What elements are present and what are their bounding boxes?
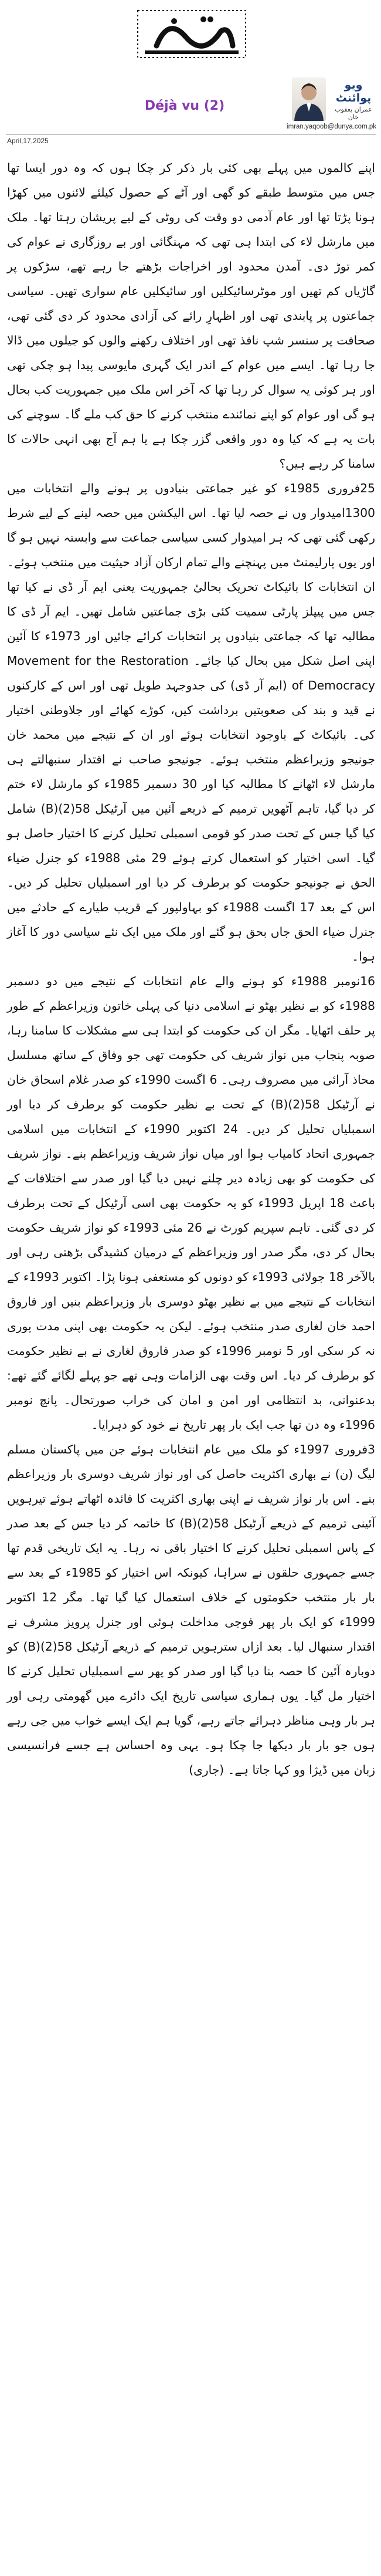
article-paragraph: 3فروری 1997ء کو ملک میں عام انتخابات ہوئے جن میں پاکستان مسلم لیگ (ن) نے بھاری اکثریت حاصل کی اور نواز شریف دوسری بار وزیراعظم بنے۔ اس بار نواز شریف نے اپنی بھاری اکثریت کا فائدہ اٹھاتے ہوئے تیرہویں آئینی ترمیم کے ذریعے آرٹیکل 58(2)(B) کا خاتمہ کر دیا جس کے بعد صدر کے پاس اسمبلی تحلیل کرنے کا اختیار باقی نہ رہا۔ یہ ایک تاریخی قدم تھا جسے جمہوری حلقوں نے سراہا، کیونکہ اس اختیار کو 1985ء کے بعد سے بار بار منتخب حکومتوں کے خلاف استعمال کیا گیا تھا۔ مگر 12 اکتوبر 1999ء کو ایک بار پھر فوجی مداخلت ہوئی اور جنرل پرویز مشرف نے اقتدار سنبھال لیا۔ بعد ازاں سترہویں ترمیم کے ذریعے آرٹیکل 58(2)(B) کو دوبارہ آئین کا حصہ بنا دیا گیا اور صدر کو پھر سے اسمبلیاں تحلیل کرنے کا اختیار مل گیا۔ یوں ہماری سیاسی تاریخ ایک دائرے میں گھومتی رہی اور ہر بار وہی مناظر دہرائے جاتے رہے، گویا ہم ایک ایسے خواب میں جی رہے ہوں جو بار بار دیکھا جا چکا ہو۔ یہی وہ احساس ہے جسے فرانسیسی زبان میں ڈیژا وو کہا جاتا ہے۔ (جاری)	[7, 1442, 375, 1777]
article-paragraph: اپنے کالموں میں پہلے بھی کئی بار ذکر کر چکا ہوں کہ وہ دور ایسا تھا جس میں متوسط طبقے کو گھی اور آٹے کے حصول کیلئے لائنوں میں کھڑا ہونا پڑتا تھا اور عام آدمی دو وقت کی روٹی کے لیے پریشان رہتا تھا۔ ملک میں مارشل لاء کی ابتدا ہی تھی کہ مہنگائی اور بے روزگاری نے عوام کی کمر توڑ دی۔ آمدن محدود اور اخراجات بڑھتے جا رہے تھے، سڑکوں پر گاڑیاں کم تھیں اور موٹرسائیکلیں اور سائیکلیں عام سواری تھیں۔ سیاسی جماعتوں پر پابندی تھی اور اظہارِ رائے کی آزادی محدود کر دی گئی تھی، صحافت پر سنسر شپ نافذ تھی اور اختلاف رکھنے والوں کو جیلوں میں ڈالا جا رہا تھا۔ ایسے میں عوام کے اندر ایک گہری مایوسی پیدا ہو چکی تھی اور ہر کوئی یہ سوال کر رہا تھا کہ آخر اس ملک میں جمہوریت کب بحال ہو گی اور عوام کو اپنے نمائندے منتخب کرنے کا حق کب ملے گا۔ سوچنے کی بات یہ ہے کہ کیا وہ دور واقعی گزر چکا ہے یا ہم آج بھی انہی حالات کا سامنا کر رہے ہیں؟	[7, 161, 375, 471]
article-paragraph: 16نومبر 1988ء کو ہونے والے عام انتخابات کے نتیجے میں دو دسمبر 1988ء کو بے نظیر بھٹو نے اسلامی دنیا کی پہلی خاتون وزیراعظم کے طور پر حلف اٹھایا۔ مگر ان کی حکومت کو ابتدا ہی سے مشکلات کا سامنا رہا، صوبہ پنجاب میں نواز شریف کی حکومت تھی جو وفاق کے ساتھ مسلسل محاذ آرائی میں مصروف رہی۔ 6 اگست 1990ء کو صدر غلام اسحاق خان نے آرٹیکل 58(2)(B) کے تحت بے نظیر حکومت کو برطرف کر دیا اور اسمبلیاں تحلیل کر دیں۔ 24 اکتوبر 1990ء کے انتخابات میں اسلامی جمہوری اتحاد کامیاب ہوا اور میاں نواز شریف وزیراعظم بنے۔ نواز شریف کی حکومت کو بھی زیادہ دیر چلنے نہیں دیا گیا اور صدر سے اختلافات کے باعث 18 اپریل 1993ء کو یہ حکومت بھی اسی آرٹیکل کے تحت برطرف کر دی گئی۔ تاہم سپریم کورٹ نے 26 مئی 1993ء کو نواز شریف حکومت بحال کر دی، مگر صدر اور وزیراعظم کے درمیان کشیدگی بڑھتی رہی اور بالآخر 18 جولائی 1993ء کو دونوں کو مستعفی ہونا پڑا۔ اکتوبر 1993ء کے انتخابات کے نتیجے میں بے نظیر بھٹو دوسری بار وزیراعظم بنیں اور فاروق احمد خان لغاری صدر منتخب ہوئے۔ لیکن یہ حکومت بھی اپنی مدت پوری نہ کر سکی اور 5 نومبر 1996ء کو صدر فاروق لغاری نے بے نظیر حکومت کو برطرف کر دیا۔ اس وقت بھی الزامات وہی تھے جو پہلے لگائے گئے تھے: بدعنوانی، بد انتظامی اور امن و امان کی خراب صورتحال۔ پانچ نومبر 1996ء وہ دن تھا جب ایک بار پھر تاریخ نے خود کو دہرایا۔	[7, 974, 375, 1432]
author-email[interactable]: imran.yaqoob@dunya.com.pk	[287, 123, 376, 130]
author-name: عمران یعقوب خان	[335, 106, 372, 121]
dunya-logo-graphic	[133, 5, 250, 63]
svg-text:دنیا: دنیا	[191, 61, 192, 62]
article-paragraph: 25فروری 1985ء کو غیر جماعتی بنیادوں پر ہونے والے انتخابات میں 1300امیدوار وں نے حصہ لیا تھا۔ اس الیکشن میں حصہ لینے کے لیے شرط رکھی گئی تھی کہ ہر امیدوار کسی سیاسی جماعت سے وابستہ نہیں ہو گا اور یوں پارلیمنٹ میں پہنچنے والے تمام ارکان آزاد حیثیت میں منتخب ہوئے۔ ان انتخابات کا بائیکاٹ تحریک بحالیٔ جمہوریت یعنی ایم آر ڈی نے کیا تھا جس میں پیپلز پارٹی سمیت کئی بڑی جماعتیں شامل تھیں۔ ایم آر ڈی کا مطالبہ تھا کہ جماعتی بنیادوں پر انتخابات کرائے جائیں اور 1973ء کا آئین اپنی اصل شکل میں بحال کیا جائے۔ Movement for the Restoration of Democracy (ایم آر ڈی) کی جدوجہد طویل تھی اور اس کے کارکنوں نے قید و بند کی صعوبتیں برداشت کیں، کوڑے کھائے اور جلاوطنی اختیار کی۔ بائیکاٹ کے باوجود انتخابات ہوئے اور ان کے نتیجے میں محمد خان جونیجو وزیراعظم منتخب ہوئے۔ جونیجو صاحب نے اقتدار سنبھالتے ہی مارشل لاء اٹھانے کا مطالبہ کیا اور 30 دسمبر 1985ء کو مارشل لاء ختم کر دیا گیا، تاہم آٹھویں ترمیم کے ذریعے آئین میں آرٹیکل 58(2)(B) شامل کیا گیا جس کے تحت صدر کو قومی اسمبلی تحلیل کرنے کا اختیار حاصل ہو گیا۔ اسی اختیار کو استعمال کرتے ہوئے 29 مئی 1988ء کو جنرل ضیاء الحق نے جونیجو حکومت کو برطرف کر دیا اور اسمبلیاں تحلیل کر دیں۔ اس کے بعد 17 اگست 1988ء کو بہاولپور کے قریب طیارے کے حادثے میں جنرل ضیاء الحق جاں بحق ہو گئے اور ملک میں ایک نئے سیاسی دور کا آغاز ہوا۔	[7, 481, 376, 964]
article-body	[7, 155, 375, 1782]
masthead	[0, 0, 381, 147]
article-headline: Déjà vu (2)	[144, 99, 225, 113]
column-logo	[329, 79, 377, 121]
author-photo	[292, 77, 326, 121]
column-name: ویو پوائنٹ	[335, 79, 372, 104]
publish-date: April,17,2025	[7, 137, 49, 145]
dunya-logo	[130, 2, 253, 66]
